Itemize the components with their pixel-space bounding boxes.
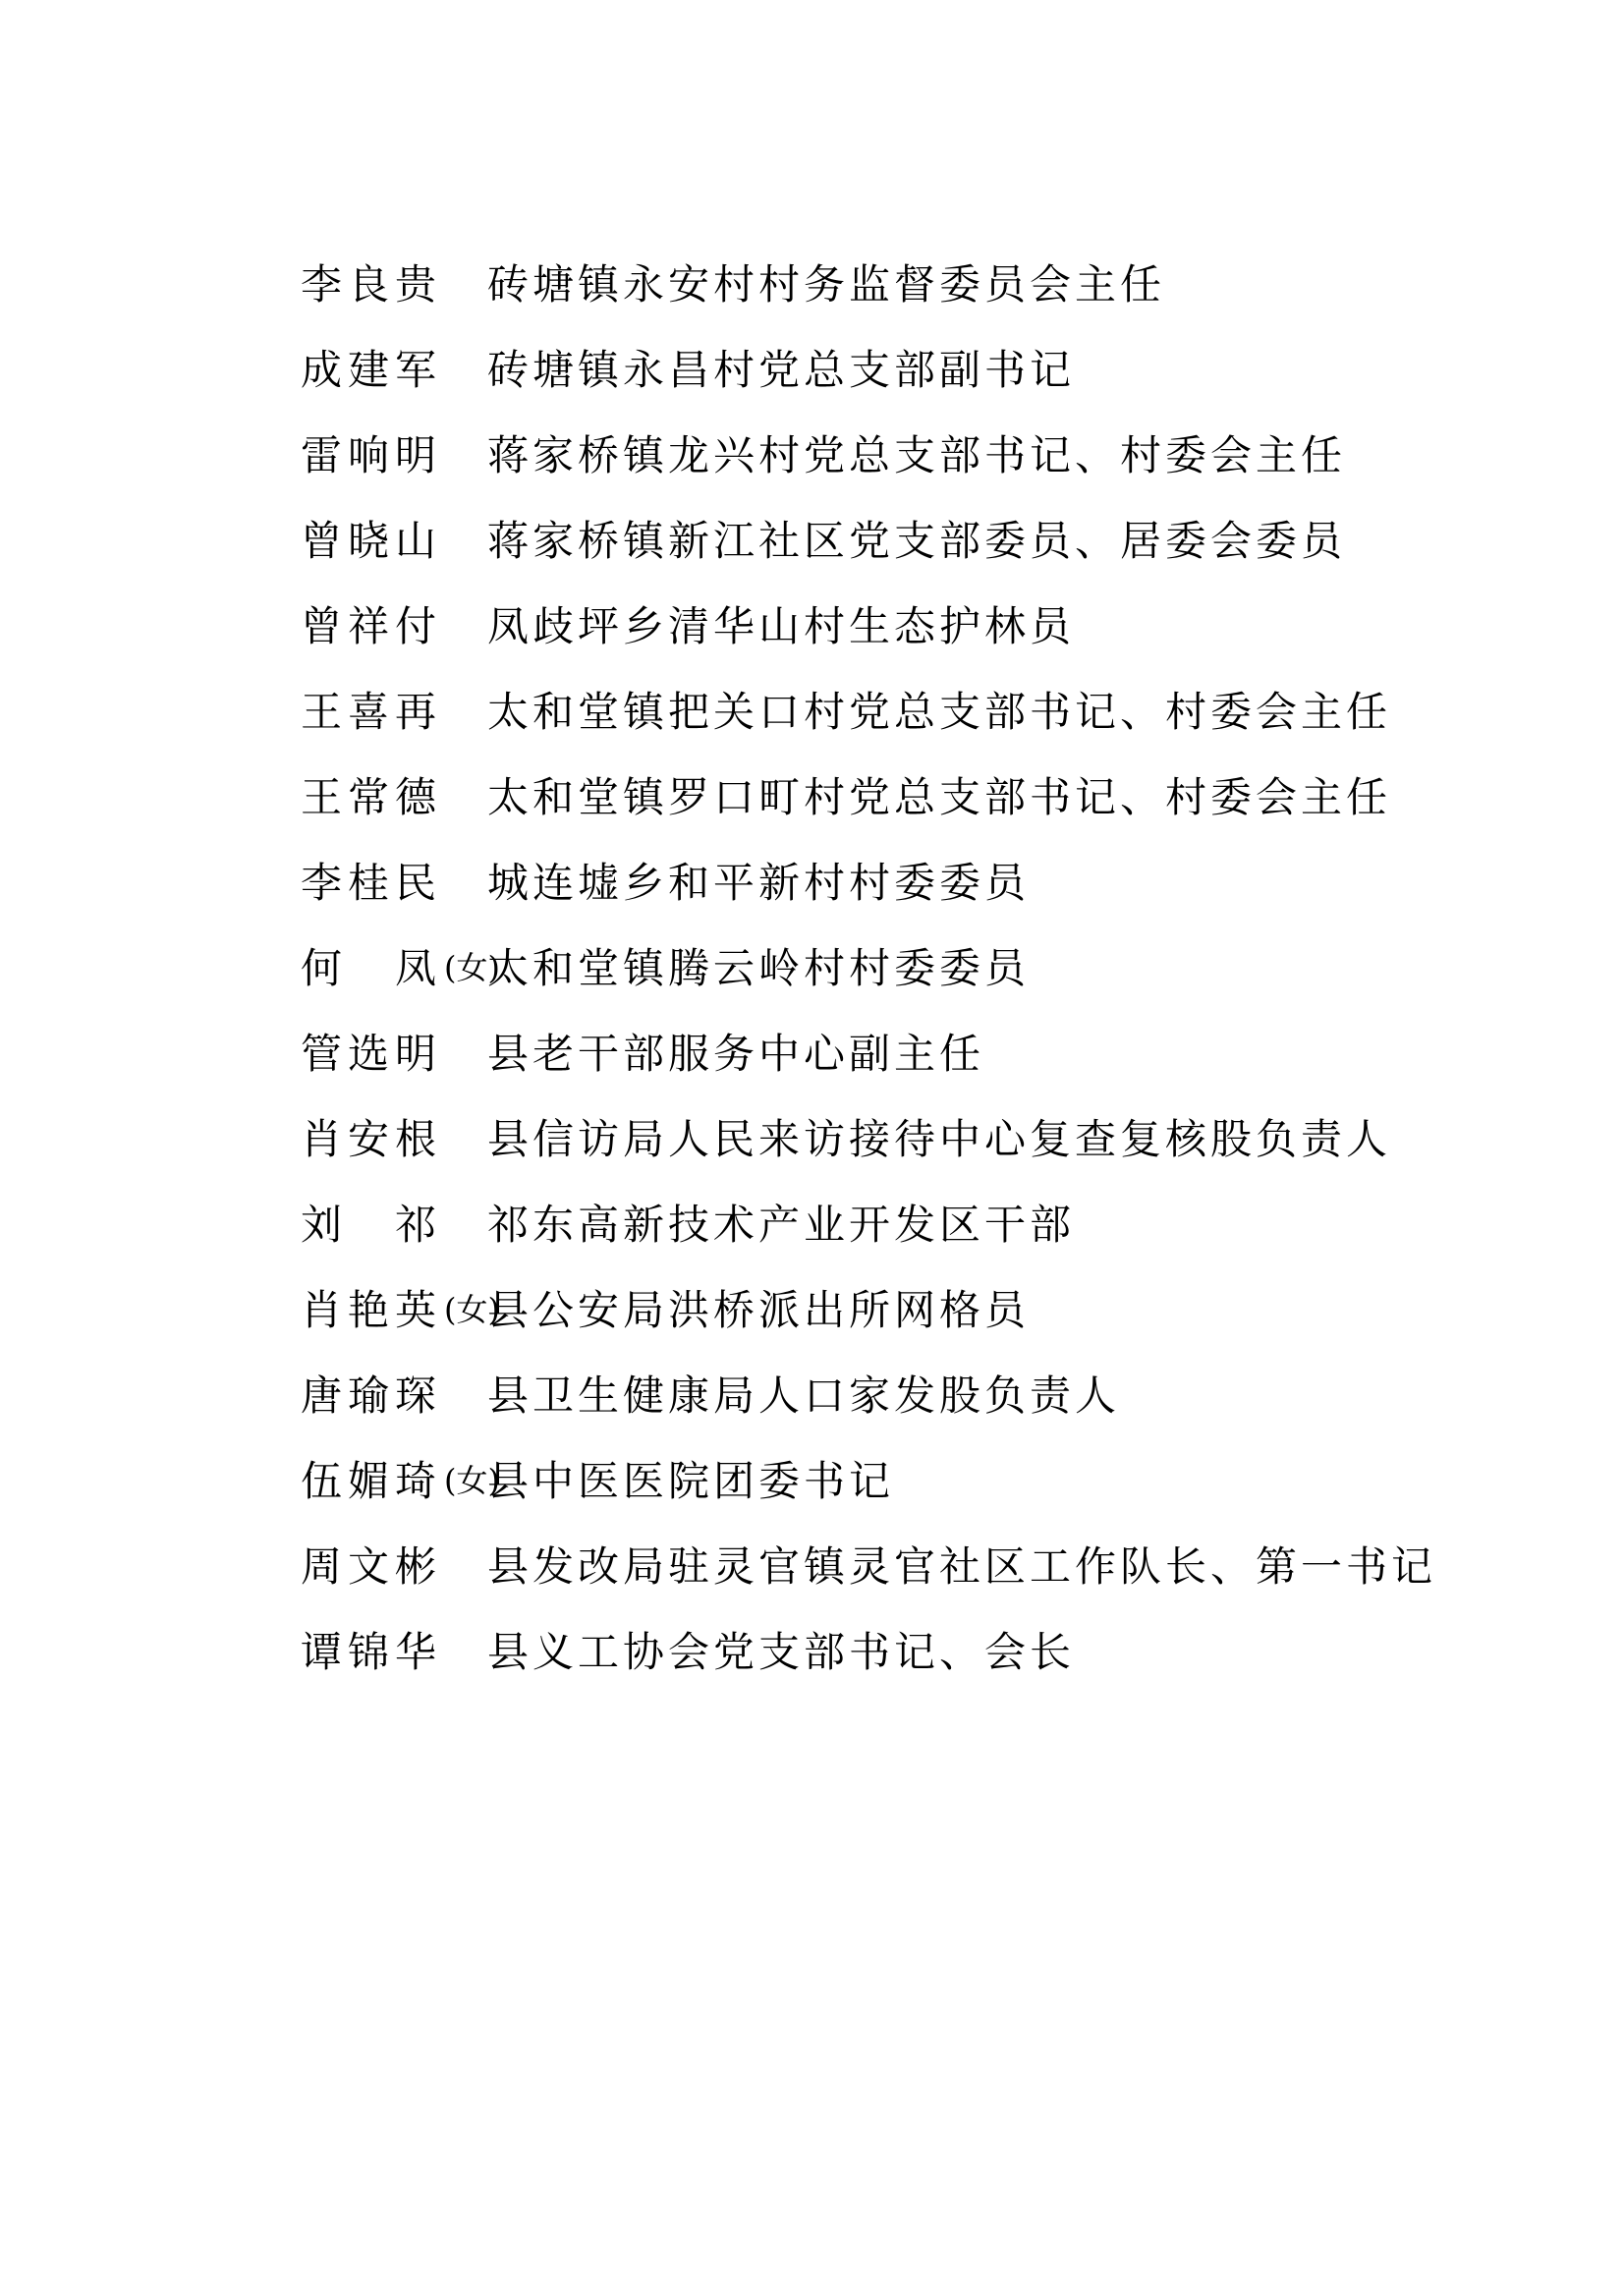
list-item [301,498,1529,584]
person-name-cell [301,242,487,327]
person-name: 李良贵 [301,260,443,308]
list-item [301,669,1529,755]
position-description: 砖塘镇永安村村务监督委员会主任 [487,260,1166,308]
person-name-cell [301,1524,487,1609]
position-description: 太和堂镇腾云岭村村委委员 [487,944,1031,992]
list-item [301,1524,1529,1609]
list-item [301,327,1529,413]
gender-marker: (女) [444,1291,500,1328]
person-name: 成建军 [301,346,443,394]
person-name-cell [301,1182,487,1267]
person-name-cell [301,1267,500,1353]
person-name: 雷响明 [301,431,443,479]
list-item [301,1438,1529,1524]
person-name: 肖安根 [301,1115,443,1163]
position-description: 县老干部服务中心副主任 [487,1030,985,1078]
list-item [301,1096,1529,1182]
person-name: 何 凤 [301,944,443,992]
position-description: 太和堂镇把关口村党总支部书记、村委会主任 [487,688,1392,736]
gender-marker: (女) [444,949,500,986]
person-name: 唐瑜琛 [301,1372,443,1420]
position-description: 太和堂镇罗口町村党总支部书记、村委会主任 [487,773,1392,821]
position-description: 蒋家桥镇龙兴村党总支部书记、村委会主任 [487,431,1347,479]
list-item [301,584,1529,669]
position-description: 县公安局洪桥派出所网格员 [487,1286,1031,1334]
position-description: 蒋家桥镇新江社区党支部委员、居委会委员 [487,517,1347,565]
person-name: 管选明 [301,1030,443,1078]
person-name-cell [301,925,500,1011]
person-name: 王常德 [301,773,443,821]
person-name-cell [301,840,487,925]
list-item [301,413,1529,498]
position-description: 县义工协会党支部书记、会长 [487,1628,1076,1676]
list-item [301,840,1529,925]
person-name: 曾晓山 [301,517,443,565]
position-description: 县卫生健康局人口家发股负责人 [487,1372,1121,1420]
position-description: 凤歧坪乡清华山村生态护林员 [487,602,1076,650]
person-name-cell [301,498,487,584]
list-item [301,1353,1529,1438]
position-description: 砖塘镇永昌村党总支部副书记 [487,346,1076,394]
person-name-cell [301,1438,500,1524]
person-name-cell [301,1011,487,1096]
person-name: 刘 祁 [301,1201,443,1249]
position-description: 县信访局人民来访接待中心复查复核股负责人 [487,1115,1392,1163]
person-name-cell [301,413,487,498]
position-description: 县发改局驻灵官镇灵官社区工作队长、第一书记 [487,1542,1437,1591]
list-item [301,1011,1529,1096]
person-name: 曾祥付 [301,602,443,650]
person-name: 王喜再 [301,688,443,736]
position-description: 城连墟乡和平新村村委委员 [487,859,1031,907]
honoree-list [301,242,1529,1695]
person-name-cell [301,1096,487,1182]
list-item [301,1267,1529,1353]
person-name-cell [301,584,487,669]
position-description: 县中医医院团委书记 [487,1457,895,1505]
person-name: 谭锦华 [301,1628,443,1676]
person-name-cell [301,669,487,755]
list-item [301,242,1529,327]
person-name-cell [301,1353,487,1438]
list-item [301,755,1529,840]
person-name: 伍媚琦 [301,1457,443,1505]
person-name: 周文彬 [301,1542,443,1591]
person-name: 李桂民 [301,859,443,907]
position-description: 祁东高新技术产业开发区干部 [487,1201,1076,1249]
person-name-cell [301,1609,487,1695]
person-name-cell [301,327,487,413]
list-item [301,1182,1529,1267]
list-item [301,925,1529,1011]
list-item [301,1609,1529,1695]
person-name: 肖艳英 [301,1286,443,1334]
person-name-cell [301,755,487,840]
gender-marker: (女) [444,1462,500,1499]
